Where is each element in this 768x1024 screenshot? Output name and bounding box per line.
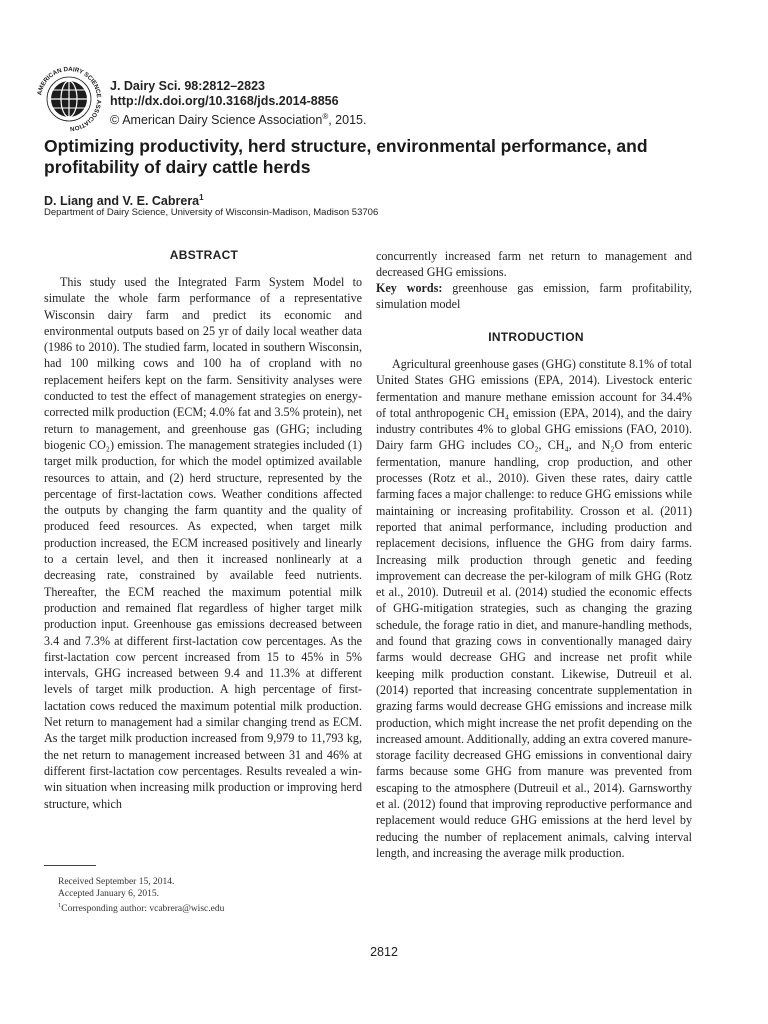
received-date: Received September 15, 2014. — [58, 877, 175, 887]
abstract-continuation: concurrently increased farm net return to management and decreased GHG emissions. — [376, 249, 692, 280]
footnotes — [58, 877, 224, 916]
author-footnote-marker: 1 — [199, 193, 204, 202]
globe-seal-icon — [47, 77, 91, 121]
corresponding-author-text: Corresponding author: vcabrera@wisc.edu — [61, 904, 225, 915]
registered-mark: ® — [322, 112, 329, 121]
journal-logo — [36, 66, 102, 132]
copyright-holder: American Dairy Science Association — [122, 113, 323, 128]
journal-header — [110, 79, 366, 128]
doi-link[interactable]: http://dx.doi.org/10.3168/jds.2014-8856 — [110, 94, 339, 108]
corresponding-author — [58, 900, 224, 916]
journal-citation: J. Dairy Sci. 98:2812–2823 — [110, 79, 265, 93]
accepted-date: Accepted January 6, 2015. — [58, 888, 160, 899]
copyright-year: , 2015. — [328, 113, 367, 128]
author-list — [44, 193, 204, 208]
corresponding-marker: 1 — [58, 902, 62, 909]
introduction-heading: INTRODUCTION — [488, 330, 584, 344]
author-affiliation: Department of Dairy Science, University of Wisconsin-Madison, Madison 53706 — [44, 207, 379, 218]
abstract-body: This study used the Integrated Farm System Model to simulate the whole farm performance of a representative Wisconsin dairy farm and predict its economic and environmental outputs based on 25 yr of daily local weather data (1986 to 2010). The studied farm, located in southern Wisconsin, had 100 milking cows and 100 ha of cropland with no replacement heifers kept on the farm. Sensitivity analyses were conducted to test the effect of management strategies on energy-corrected milk production (ECM; 4.0% fat and 3.5% protein), net return to management, and greenhouse gas (GHG; including biogenic CO₂) emission. The management strategies included (1) target milk production, for which the model optimized available resources to attain, and (2) herd structure, represented by the percentage of first-lactation cows. Weather conditions affected the outputs by changing the farm quantity and the quality of produced feed resources. As expected, when target milk production increased, the ECM increased positively and linearly to a certain level, and then it increased nonlinearly at a decreasing rate, constrained by available feed nutrients. Thereafter, the ECM reached the maximum potential milk production and remained flat regardless of higher target milk production input. Greenhouse gas emissions decreased between 3.4 and 7.3% at different first-lactation cow percentages. As the first-lactation cow percent increased from 15 to 45% in 5% intervals, GHG increased between 9.4 and 11.3% at different levels of target milk production. A high percentage of first-lactation cows reduced the maximum potential milk production. Net return to management had a similar changing trend as ECM. As the target milk production increased from 9,979 to 11,793 kg, the net return to management increased between 31 and 46% at different first-lactation cow percentages. Results revealed a win-win situation when increasing milk production or improving herd structure, which — [44, 275, 362, 811]
article-title: Optimizing productivity, herd structure, environmental performance, and profitability of dairy cattle herds — [44, 136, 648, 177]
author-names: D. Liang and V. E. Cabrera — [44, 194, 200, 209]
copyright-line — [110, 109, 366, 128]
footnote-divider — [44, 865, 96, 866]
keywords-text: greenhouse gas emission, farm profitability, simulation model — [376, 281, 693, 312]
abstract-heading: ABSTRACT — [169, 248, 239, 262]
keywords-label: Key words: — [376, 281, 443, 295]
logo-ring-text: AMERICAN DAIRY SCIENCE ASSOCIATION — [36, 66, 102, 132]
page-number: 2812 — [370, 945, 398, 959]
introduction-body: Agricultural greenhouse gases (GHG) constitute 8.1% of total United States GHG emissions (EPA, 2014). Livestock enteric fermentation and manure methane emission account for 34.4% of total anthropogenic CH₄ emission (EPA, 2014), and the dairy industry contributes 4% to global GHG emissions (FAO, 2010). Dairy farm GHG includes CO₂, CH₄, and N₂O from enteric fermentation, manure handling, crop production, and other processes (Rotz et al., 2010). Given these rates, dairy cattle farming faces a major challenge: to reduce GHG emissions while maintaining or increasing profitability. Crosson et al. (2011) reported that animal performance, including production and replacement decisions, influence the GHG from dairy farms. Increasing milk production through genetic and feeding improvement can decrease the per-kilogram of milk GHG (Rotz et al., 2010). Dutreuil et al. (2014) studied the economic effects of GHG-mitigation strategies, such as changing the grazing schedule, the forage ratio in diet, and manure-handling methods, and found that grazing cows in conventionally managed dairy farms would decrease GHG and increase net profit while keeping milk production constant. Likewise, Dutreuil et al. (2014) reported that increasing concentrate supplementation in grazing farms would decrease GHG emissions and increase milk production, which might increase the net profit depending on the increased amount. Additionally, adding an extra covered manure-storage facility decreased GHG emissions in conventional dairy farms because some GHG from manure was prevented from escaping to the atmosphere (Dutreuil et al., 2014). Garnsworthy et al. (2012) found that improving reproductive performance and replacement would reduce GHG emissions at the herd level by reducing the number of replacement animals, calving interval length, and increasing the average milk production. — [376, 357, 693, 860]
keywords — [376, 280, 692, 313]
copyright-symbol: © — [110, 113, 120, 128]
